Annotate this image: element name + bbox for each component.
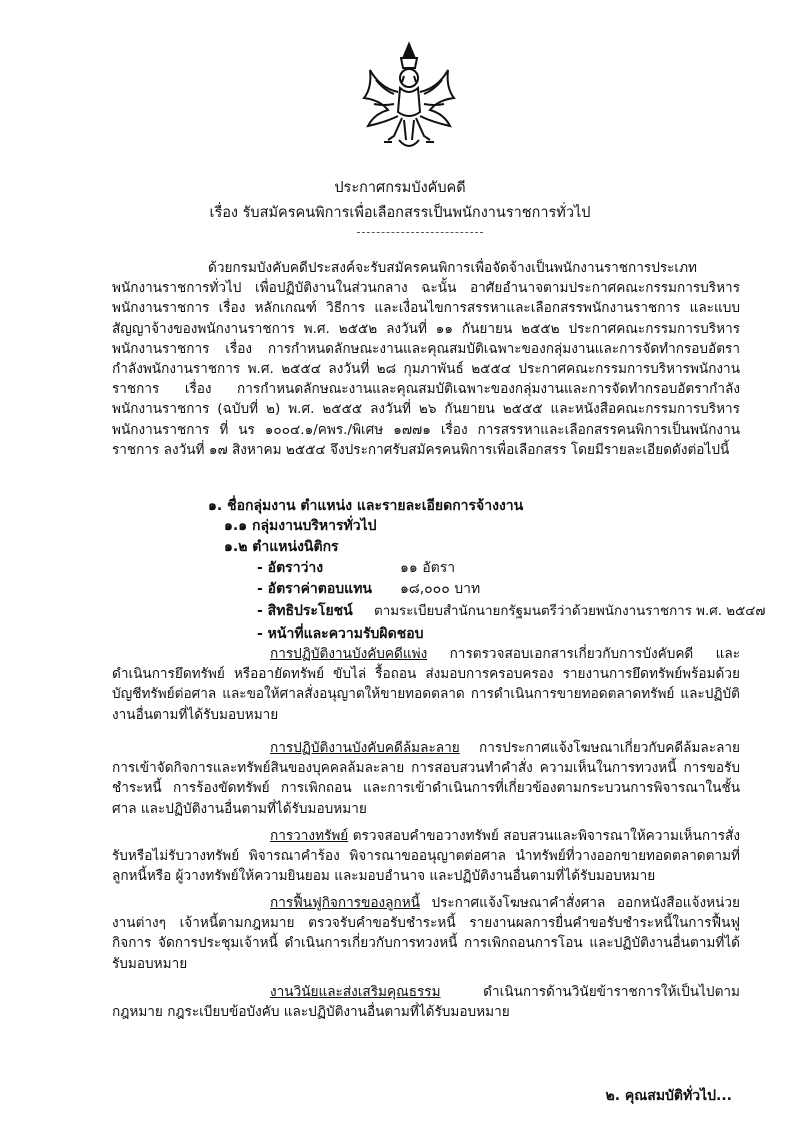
duty-text: การตรวจสอบเอกสารเกี่ยวกับการบังคับคดี และดำเนินการยึดทรัพย์ หรืออายัดทรัพย์ ขับไล่ รื้อถอน ส่งมอบการครอบครอง รายงานการยึดทรัพย์พร้อมด้วยบัญชีทรัพย์ต่อศาล และขอให้ศาลสั่งอนุญาตให้ขายทอดตลาด การดำเนินการขายทอดตลาดทรัพย์ และปฏิบัติงานอื่นตามที่ได้รับมอบหมาย [112,646,740,723]
duty-text: ตรวจสอบคำขอวางทรัพย์ สอบสวนและพิจารณาให้ความเห็นการสั่งรับหรือไม่รับวางทรัพย์ พิจารณาคำร้อง พิจารณาขออนุญาตต่อศาล นำทรัพย์ที่วางออกขายทอดตลาดตามที่ลูกหนี้หรือ ผู้วางทรัพย์ให้ความยินยอม และมอบอำนาจ และปฏิบัติงานอื่นตามที่ได้รับมอบหมาย [112,828,740,885]
continuation-note: ๒. คุณสมบัติทั่วไป... [605,1088,732,1104]
section-1-heading: ๑. ชื่อกลุ่มงาน ตำแหน่ง และรายละเอียดการจ้างงาน [208,498,524,514]
title-divider [357,232,483,233]
duty-title: การปฏิบัติงานบังคับคดีล้มละลาย [270,740,460,756]
benefit-label: - สิทธิประโยชน์ [257,603,353,619]
garuda-emblem-icon [354,40,464,160]
duty-item [112,893,740,974]
section-1-2-heading: ๑.๒ ตำแหน่งนิติกร [224,539,339,555]
duty-text: ดำเนินการด้านวินัยข้าราชการให้เป็นไปตามกฎหมาย กฎระเบียบข้อบังคับ และปฏิบัติงานอื่นตามที่ได้รับมอบหมาย [112,984,740,1021]
announcement-title: ประกาศกรมบังคับคดี [334,180,466,196]
pay-label: - อัตราค่าตอบแทน [257,581,373,597]
duty-item [112,738,740,819]
duty-title: งานวินัยและส่งเสริมคุณธรรม [270,984,441,1000]
vacancy-label: - อัตราว่าง [257,560,324,576]
duty-title: การฟื้นฟูกิจการของลูกหนี้ [270,895,420,911]
duty-text: การประกาศแจ้งโฆษณาเกี่ยวกับคดีล้มละลาย การเข้าจัดกิจการและทรัพย์สินของบุคคลล้มละลาย การสอบสวนทำคำสั่ง ความเห็นในการทวงหนี้ การขอรับชำระหนี้ การร้องขัดทรัพย์ การเพิกถอน และการเข้าดำเนินการที่เกี่ยวข้องตามกระบวนการพิจารณาในชั้นศาล และปฏิบัติงานอื่นตามที่ได้รับมอบหมาย [112,740,740,817]
section-1-1-heading: ๑.๑ กลุ่มงานบริหารทั่วไป [224,518,377,534]
duty-item [112,644,740,725]
duty-item [112,982,740,1022]
duty-title: การวางทรัพย์ [270,828,349,844]
duty-item [112,826,740,887]
vacancy-value: ๑๑ อัตรา [400,560,456,576]
announcement-subject: เรื่อง รับสมัครคนพิการเพื่อเลือกสรรเป็นพนักงานราชการทั่วไป [209,205,591,221]
duty-label: - หน้าที่และความรับผิดชอบ [257,626,424,642]
pay-value: ๑๘,๐๐๐ บาท [400,581,481,597]
duty-text: ประกาศแจ้งโฆษณาคำสั่งศาล ออกหนังสือแจ้งหน่วยงานต่างๆ เจ้าหนี้ตามกฎหมาย ตรวจรับคำขอรับชำระหนี้ รายงานผลการยื่นคำขอรับชำระหนี้ในการฟื้นฟูกิจการ จัดการประชุมเจ้าหนี้ ดำเนินการเกี่ยวกับการทวงหนี้ การเพิกถอนการโอน และปฏิบัติงานอื่นตามที่ได้รับมอบหมาย [112,895,740,972]
benefit-value: ตามระเบียบสำนักนายกรัฐมนตรีว่าด้วยพนักงานราชการ พ.ศ. ๒๕๔๗ [374,604,766,619]
duty-title: การปฏิบัติงานบังคับคดีแพ่ง [270,646,428,662]
intro-paragraph: ด้วยกรมบังคับคดีประสงค์จะรับสมัครคนพิการเพื่อจัดจ้างเป็นพนักงานราชการประเภทพนักงานราชการทั่วไป เพื่อปฏิบัติงานในส่วนกลาง ฉะนั้น อาศัยอำนาจตามประกาศคณะกรรมการบริหารพนักงานราชการ เรื่อง หลักเกณฑ์ วิธีการ และเงื่อนไขการสรรหาและเลือกสรรพนักงานราชการ และแบบสัญญาจ้างของพนักงานราชการ พ.ศ. ๒๕๕๒ ลงวันที่ ๑๑ กันยายน ๒๕๕๒ ประกาศคณะกรรมการบริหารพนักงานราชการ เรื่อง การกำหนดลักษณะงานและคุณสมบัติเฉพาะของกลุ่มงานและการจัดทำกรอบอัตรากำลังพนักงานราชการ พ.ศ. ๒๕๕๔ ลงวันที่ ๒๘ กุมภาพันธ์ ๒๕๕๔ ประกาศคณะกรรมการบริหารพนักงานราชการ เรื่อง การกำหนดลักษณะงานและคุณสมบัติเฉพาะของกลุ่มงานและการจัดทำกรอบอัตรากำลังพนักงานราชการ (ฉบับที่ ๒) พ.ศ. ๒๕๕๕ ลงวันที่ ๒๖ กันยายน ๒๕๕๕ และหนังสือคณะกรรมการบริหารพนักงานราชการ ที่ นร ๑๐๐๔.๑/คพร./พิเศษ ๑๗๗๑ เรื่อง การสรรหาและเลือกสรรคนพิการเป็นพนักงานราชการ ลงวันที่ ๑๗ สิงหาคม ๒๕๕๔ จึงประกาศรับสมัครคนพิการเพื่อเลือกสรร โดยมีรายละเอียดดังต่อไปนี้ [112,260,740,458]
